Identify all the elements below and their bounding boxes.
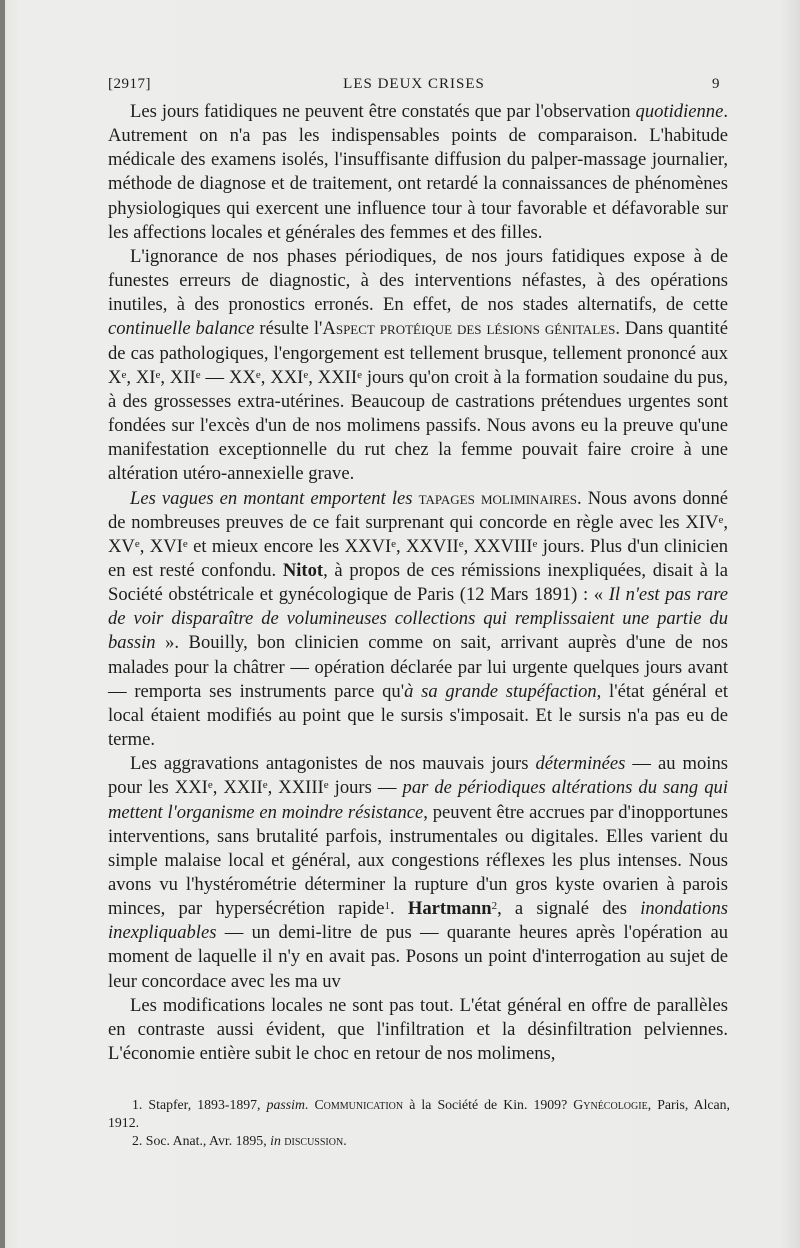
text-run: . xyxy=(343,1133,347,1148)
section-reference: [2917] xyxy=(108,76,151,92)
small-caps-term: Communication xyxy=(314,1097,404,1112)
page-number: 9 xyxy=(712,76,720,92)
footnote-2 xyxy=(108,1132,730,1150)
running-title: LES DEUX CRISES xyxy=(343,76,485,92)
small-caps-term: tapages moliminaires xyxy=(412,487,577,509)
text-run: , Paris, Alcan, 1912. xyxy=(108,1097,730,1130)
text-run: , XXII xyxy=(212,777,263,799)
small-caps-term: Aspect protéique des lésions génitales xyxy=(322,318,616,340)
text-run: . Dans quantité de cas pathologiques, l'engorgement est tellement brusque, tellement prononcé aux X xyxy=(108,318,728,388)
paragraph-2 xyxy=(108,245,728,487)
emphasis: déterminées xyxy=(535,753,626,775)
ordinal-suffix: e xyxy=(458,537,464,550)
text-run: — au moins pour les XXI xyxy=(108,753,728,799)
text-run: Les modifications locales ne sont pas tout. L'état général en offre de parallèles en contraste aussi évident, que l'infiltration et la désinfiltration pelviennes. L'économie entière subit le choc en retour de nos molimens, xyxy=(108,994,728,1065)
text-run: , XXIII xyxy=(267,777,324,799)
text-run: jours qu'on croit à la formation soudaine du pus, à des grossesses extra-utérines. Beaucoup de castrations prétendues urgentes sont fondées sur l'excès d'un de nos molimens passifs. Nous avons eu la preuve qu'une manifestation exceptionnelle du rut chez la femme pouvait faire croire à une altération utéro-annexielle grave. xyxy=(108,366,728,485)
text-run: 1. Stapfer, 1893-1897, xyxy=(132,1097,267,1112)
ordinal-suffix: e xyxy=(195,368,201,381)
text-run: , XXII xyxy=(308,366,358,388)
text-run: , XXVIII xyxy=(463,535,533,557)
ordinal-suffix: e xyxy=(262,779,268,792)
text-run: L'ignorance de nos phases périodiques, de nos jours fatidiques expose à de funestes erreurs de diagnostic, à des interventions néfastes, à des opérations inutiles, à des pronostics erronés. En effet, de nos stades alternatifs, de cette xyxy=(108,245,728,316)
footnote-marker: 1 xyxy=(384,900,391,913)
ordinal-suffix: e xyxy=(134,537,140,550)
paragraph-1 xyxy=(108,100,728,245)
footnote-1 xyxy=(108,1096,730,1132)
text-run: , XVI xyxy=(139,535,183,557)
text-run: Les jours fatidiques ne peuvent être constatés que par l'observation xyxy=(130,101,636,122)
text-run: . xyxy=(304,1097,315,1112)
text-run: , XII xyxy=(160,366,196,388)
ordinal-suffix: e xyxy=(255,368,261,381)
paragraph-4 xyxy=(108,752,728,994)
emphasis: passim xyxy=(266,1097,305,1112)
text-run: 2. Soc. Anat., Avr. 1895, xyxy=(132,1133,271,1148)
author-name: Hartmann xyxy=(407,898,492,920)
emphasis: in xyxy=(270,1133,281,1148)
text-run: , peuvent être accrues par d'inopportunes interventions, sans brutalité parfois, instrumentales ou digitales. Elles varient du simple malaise local et général, aux congestions réflexes les plus intenses. Nous avons vu l'hystérométrie déterminer la rupture d'un gros kyste ovarien à parois minces, par hypersécrétion rapide xyxy=(108,801,728,920)
text-run: , XV xyxy=(108,511,728,557)
text-run: , à propos de ces rémissions inexpliquées, disait à la Société obstétricale et gynécologique de Paris (12 Mars 1891) : « xyxy=(108,559,728,606)
small-caps-term: Gynécologie xyxy=(573,1097,648,1112)
text-run: ». Bouilly, bon clinicien comme on sait, arrivant auprès d'une de nos malades pour la châtrer — opération déclarée par lui urgente quelques jours avant — remporta ses instruments parce qu' xyxy=(108,632,728,702)
text-run: — un demi-litre de pus — quarante heures après l'opération au moment de laquelle il n'y en avait pas. Posons un point d'interrogation au sujet de leur concordace avec les ma uv xyxy=(108,922,728,992)
page-binding-edge xyxy=(0,0,5,1248)
emphasis: à sa grande stupéfaction xyxy=(404,680,597,702)
author-name: Nitot xyxy=(282,559,324,581)
text-run: , XXI xyxy=(260,366,304,388)
text-run: , XXVII xyxy=(396,535,459,557)
text-run: , l'état général et local étaient modifiés au point que le sursis s'imposait. Et le sursis n'a pas eu de terme. xyxy=(108,680,729,751)
ordinal-suffix: e xyxy=(357,368,362,381)
ordinal-suffix: e xyxy=(207,779,213,792)
ordinal-suffix: e xyxy=(323,779,329,792)
text-run: et mieux encore les XXVI xyxy=(187,535,392,557)
text-run: Les aggravations antagonistes de nos mauvais jours xyxy=(130,753,536,775)
text-run: jours. Plus d'un clinicien en est resté confondu. xyxy=(108,535,729,581)
text-run: jours — xyxy=(328,777,403,799)
quotation: Il n'est pas rare de voir disparaître de volumineuses collections qui remplissaient une partie du bassin xyxy=(108,584,728,654)
text-run: , XI xyxy=(126,366,156,388)
ordinal-suffix: e xyxy=(303,368,309,381)
paragraph-3 xyxy=(108,487,728,753)
ordinal-suffix: e xyxy=(532,537,538,550)
footnote-marker: 2 xyxy=(491,900,498,913)
text-run: . Nous avons donné de nombreuses preuves de ce fait surprenant qui concorde en règle avec les XIV xyxy=(108,487,729,533)
body-text xyxy=(108,100,728,1066)
text-run: . Autrement on n'a pas les indispensables points de comparaison. L'habitude médicale des examens isolés, l'insuffisante diffusion du palper-massage journalier, méthode de diagnose et de traitement, ont retardé la connaissances de phénomènes physiologiques qui exercent une influence tour à tour favorable et défavorable sur les affections locales et générales des femmes et des filles. xyxy=(108,101,728,243)
text-run: résulte l' xyxy=(254,318,323,340)
emphasis: quotidienne xyxy=(635,101,724,122)
text-run: . xyxy=(390,898,408,920)
small-caps-term: discussion xyxy=(284,1133,344,1148)
text-run: — XX xyxy=(200,366,256,388)
ordinal-suffix: e xyxy=(391,537,397,550)
paragraph-5 xyxy=(108,994,728,1066)
ordinal-suffix: e xyxy=(121,368,127,381)
text-run: à la Société de Kin. 1909? xyxy=(403,1097,574,1112)
footnotes xyxy=(108,1096,730,1150)
ordinal-suffix: e xyxy=(155,368,161,381)
emphasis: continuelle balance xyxy=(108,318,255,340)
text-run: , a signalé des xyxy=(497,898,641,920)
emphasis: par de périodiques altérations du sang qui mettent l'organisme en moindre résistance xyxy=(108,777,728,823)
emphasis: Les vagues en montant emportent les xyxy=(130,487,413,509)
emphasis: inondations inexpliquables xyxy=(108,898,728,944)
ordinal-suffix: e xyxy=(182,537,188,550)
ordinal-suffix: e xyxy=(718,513,724,526)
